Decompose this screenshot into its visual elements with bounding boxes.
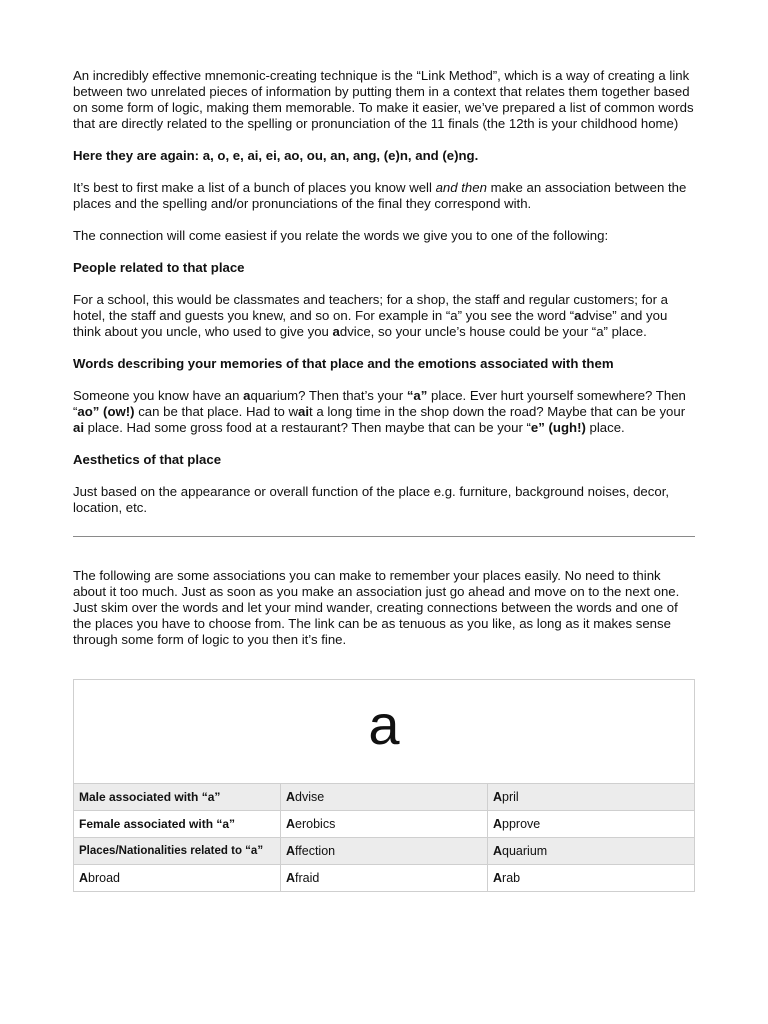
cell-initial: A xyxy=(286,844,296,858)
document-content xyxy=(73,68,695,892)
row-label: Male associated with “a” xyxy=(74,784,281,811)
table-cell xyxy=(488,811,695,838)
cell-rest: ffection xyxy=(295,844,336,858)
memories-bold-6: e” (ugh!) xyxy=(530,420,586,435)
cell-initial: A xyxy=(79,871,89,885)
cell-initial: A xyxy=(286,817,296,831)
memories-text-2: quarium? Then that’s your xyxy=(250,388,407,403)
places-text-a: It’s best to first make a list of a bunch of places you know well xyxy=(73,180,436,195)
memories-text-7: place. xyxy=(585,420,625,435)
table-row xyxy=(74,838,695,865)
memories-text-3: place. Ever hurt yourself somewhere? Then “ xyxy=(73,388,686,419)
finals-heading: Here they are again: a, o, e, ai, ei, ao, ou, an, ang, (e)n, and (e)ng. xyxy=(73,148,479,163)
memories-bold-2: “a” xyxy=(406,388,428,403)
cell-initial: A xyxy=(286,871,296,885)
cell-rest: pprove xyxy=(502,817,541,831)
people-bold-1: a xyxy=(574,308,582,323)
table-cell xyxy=(281,865,488,892)
memories-text-4: can be that place. Had to w xyxy=(134,404,299,419)
cell-rest: dvise xyxy=(295,790,325,804)
memories-bold-5: ai xyxy=(73,420,84,435)
memories-bold-1: a xyxy=(243,388,251,403)
table-cell xyxy=(74,865,281,892)
places-text-b: make an association between the places and the spelling and/or pronunciations of the final they correspond with. xyxy=(73,180,687,211)
people-bold-2: a xyxy=(332,324,340,339)
table-cell xyxy=(488,784,695,811)
cell-rest: broad xyxy=(88,871,121,885)
cell-rest: fraid xyxy=(295,871,320,885)
people-heading: People related to that place xyxy=(73,260,245,275)
people-text-2: dvise” and you think about you uncle, who used to give you xyxy=(73,308,668,339)
section-divider xyxy=(73,536,695,537)
memories-text-6: place. Had some gross food at a restaurant? Then maybe that can be your “ xyxy=(84,420,531,435)
row-label: Places/Nationalities related to “a” xyxy=(74,838,281,865)
association-table xyxy=(73,679,695,892)
table-cell xyxy=(281,784,488,811)
memories-bold-4: ai xyxy=(298,404,310,419)
cell-rest: erobics xyxy=(295,817,336,831)
memories-heading: Words describing your memories of that place and the emotions associated with them xyxy=(73,356,614,371)
table-cell xyxy=(488,838,695,865)
letter-cell xyxy=(74,680,695,784)
cell-rest: rab xyxy=(502,871,521,885)
table-row xyxy=(74,784,695,811)
table-cell xyxy=(281,838,488,865)
table-cell xyxy=(281,811,488,838)
places-paragraph xyxy=(73,180,695,212)
table-cell xyxy=(488,865,695,892)
table-row xyxy=(74,865,695,892)
row-label: Female associated with “a” xyxy=(74,811,281,838)
cell-rest: quarium xyxy=(502,844,548,858)
associations-intro-paragraph: The following are some associations you can make to remember your places easily. No need to think about it too much. Just as soon as you make an association just go ahead and move on to the next one. Just skim over the words and let your mind wander, creating connections between the words and one of the places you have to choose from. The link can be as tenuous as you like, as long as it makes sense through some form of logic to you then it’s fine. xyxy=(73,568,680,647)
connection-paragraph: The connection will come easiest if you relate the words we give you to one of the following: xyxy=(73,228,609,243)
cell-initial: A xyxy=(493,844,503,858)
places-text-emphasis: and then xyxy=(435,180,487,195)
letter-heading: a xyxy=(368,692,400,756)
aesthetics-heading: Aesthetics of that place xyxy=(73,452,222,467)
people-paragraph xyxy=(73,292,695,340)
memories-bold-3: ao” (ow!) xyxy=(77,404,135,419)
letter-header-row xyxy=(74,680,695,784)
cell-initial: A xyxy=(493,817,503,831)
memories-text-5: t a long time in the shop down the road? Maybe that can be your xyxy=(309,404,686,419)
aesthetics-paragraph: Just based on the appearance or overall function of the place e.g. furniture, background noises, decor, location, etc. xyxy=(73,484,670,515)
cell-initial: A xyxy=(493,790,503,804)
memories-text-1: Someone you know have an xyxy=(73,388,244,403)
cell-initial: A xyxy=(286,790,296,804)
memories-paragraph xyxy=(73,388,695,436)
table-row xyxy=(74,811,695,838)
intro-paragraph: An incredibly effective mnemonic-creating technique is the “Link Method”, which is a way of creating a link between two unrelated pieces of information by putting them in a context that relates them together based on some form of logic, making them memorable. To make it easier, we’ve prepared a list of common words that are directly related to the spelling or pronunciation of the 11 finals (the 12th is your childhood home) xyxy=(73,68,694,131)
people-text-1: For a school, this would be classmates and teachers; for a shop, the staff and regular customers; for a hotel, the staff and guests you knew, and so on. For example in “a” you see the word “ xyxy=(73,292,668,323)
cell-rest: pril xyxy=(502,790,519,804)
cell-initial: A xyxy=(493,871,503,885)
people-text-3: dvice, so your uncle’s house could be your “a” place. xyxy=(339,324,647,339)
